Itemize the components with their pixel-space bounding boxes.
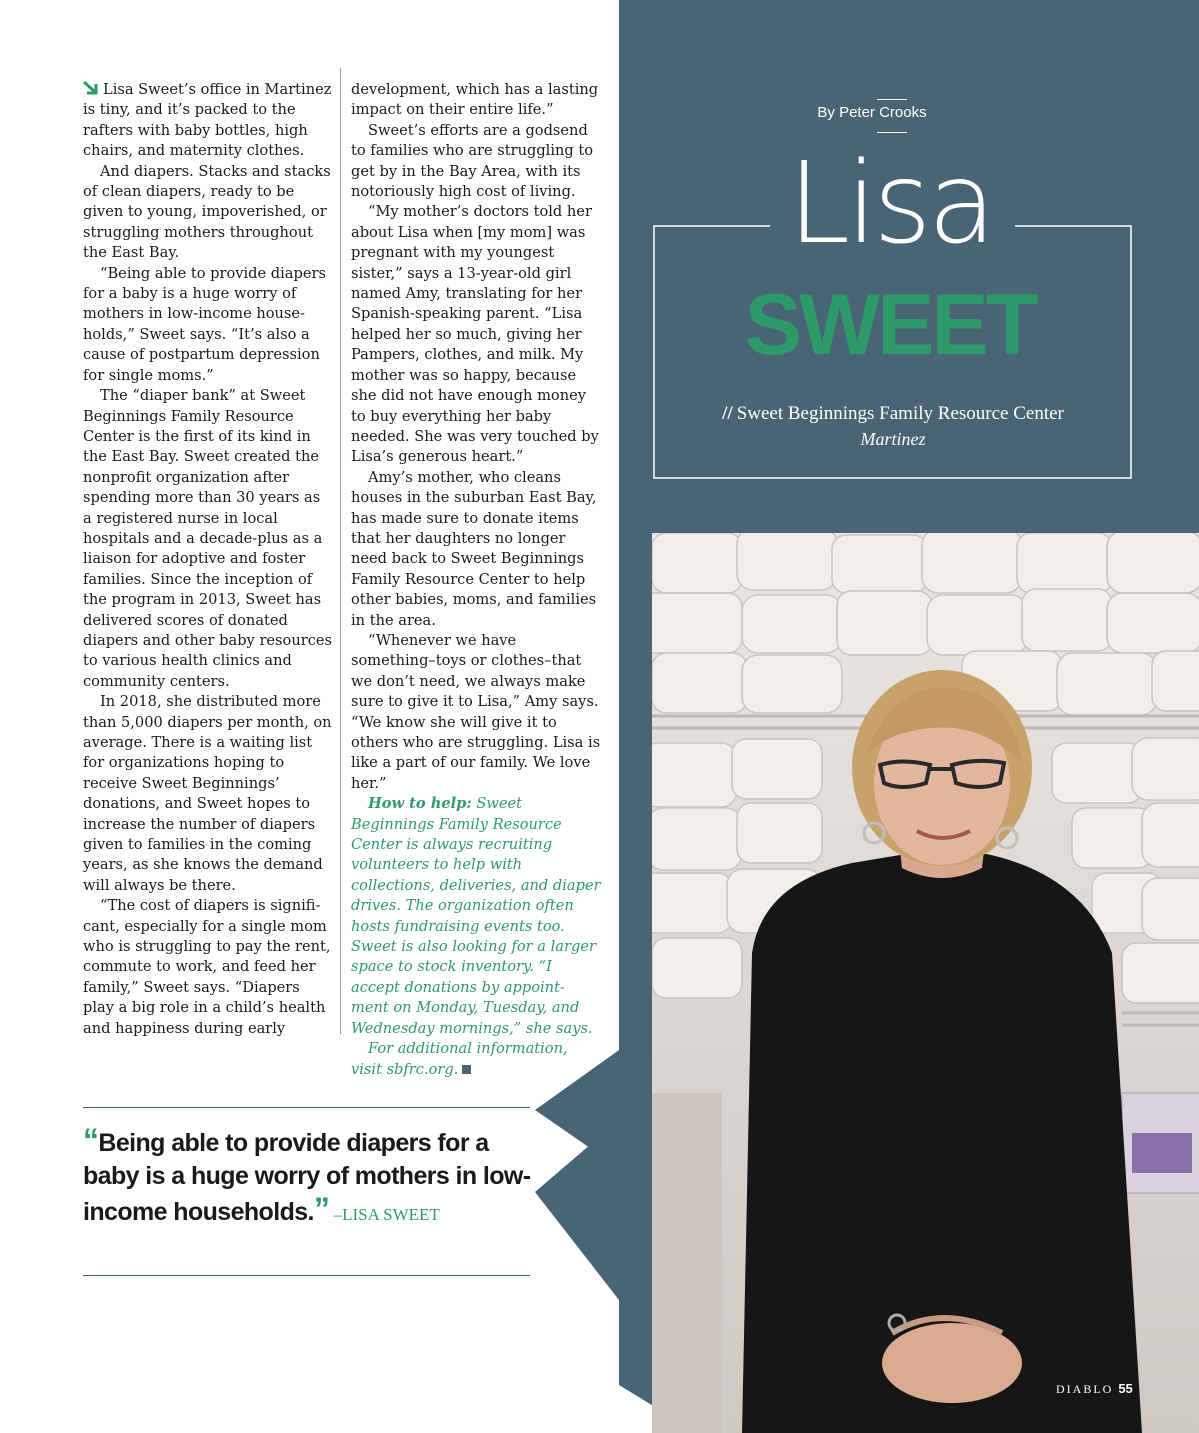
- paragraph: development, which has a lasting impact on their entire life.”: [351, 81, 599, 119]
- pull-quote-attribution: –LISA SWEET: [329, 1205, 440, 1224]
- info-paragraph: [351, 1039, 601, 1080]
- organization-line: [656, 403, 1130, 425]
- page-number: 55: [1118, 1381, 1133, 1396]
- how-to-help-label: How to help:: [368, 795, 472, 813]
- down-right-arrow-icon: [83, 81, 99, 95]
- pull-quote-rule-bottom: [83, 1275, 530, 1276]
- organization-name: Sweet Beginnings Family Resource Center: [736, 403, 1064, 424]
- portrait-illustration: [652, 533, 1199, 1433]
- close-quote-mark: ”: [313, 1191, 330, 1227]
- paragraph: The “diaper bank” at Sweet Beginnings Family Resource Center is the first of its kind in the East Bay. Sweet created the nonprofit organization after spending more than 30 years as a registered nurse in local hospitals and a decade-plus as a liaison for adoptive and foster families. Since the inception of the program in 2013, Sweet has delivered scores of donated diapers and other baby resources to various health clinics and community centers.: [83, 387, 333, 690]
- byline-rule-bottom: [877, 132, 907, 133]
- column-rule: [340, 68, 341, 1034]
- title-first-name: Lisa: [787, 139, 993, 269]
- info-text: For additional information, visit sbfrc.org.: [351, 1040, 568, 1078]
- how-to-help-paragraph: [351, 794, 601, 1039]
- paragraph-text: Lisa Sweet’s office in Martinez is tiny, and it’s packed to the rafters with baby bottles, high chairs, and maternity clothes.: [83, 81, 332, 160]
- magazine-name: DIABLO: [1056, 1382, 1114, 1396]
- paragraph: And diapers. Stacks and stacks of clean diapers, ready to be given to young, impoverished, or struggling mothers throughout the East Bay.: [83, 162, 331, 262]
- paragraph: In 2018, she distributed more than 5,000 diapers per month, on average. There is a waiting list for organizations hoping to receive Sweet Beginnings’ donations, and Sweet hopes to increase the number of diapers given to families in the coming years, as she knows the demand will always be there.: [83, 693, 332, 894]
- portrait-photo: [652, 533, 1199, 1433]
- paragraph: “Whenever we have something–toys or clothes–that we don’t need, we always make sure to give it to Lisa,” Amy says. “We know she will give it to others who are struggling. Lisa is like a part of our family. We love her.”: [351, 631, 601, 792]
- paragraph: Sweet’s efforts are a godsend to families who are struggling to get by in the Bay Area, with its notoriously high cost of living.: [351, 121, 594, 201]
- paragraph: Amy’s mother, who cleans houses in the suburban East Bay, has made sure to donate items that her daughters no longer need back to Sweet Beginnings Family Resource Center to help other babies, moms, and families in the area.: [351, 468, 597, 629]
- pull-quote-rule-top: [83, 1107, 530, 1108]
- paragraph: “Being able to provide diapers for a baby is a huge worry of mothers in low-income house-holds,” Sweet says. “It’s also a cause of postpartum depression for single moms.”: [83, 264, 326, 384]
- paragraph: “The cost of diapers is signifi-cant, especially for a single mom who is struggling to pay the rent, commute to work, and feed her family,” Sweet says. “Diapers play a big role in a child’s health and happiness during early: [83, 897, 331, 1037]
- right-column: [351, 80, 601, 1080]
- pull-quote: [83, 1124, 533, 1231]
- title-last-name: SWEET: [744, 277, 1036, 373]
- org-prefix: //: [722, 403, 733, 424]
- byline-rule-top: [877, 99, 907, 100]
- panel-arrow-notch: [535, 1120, 619, 1300]
- pull-quote-text: Being able to provide diapers for a baby is a huge worry of mothers in low-income households.: [83, 1129, 531, 1226]
- paragraph: “My mother’s doctors told her about Lisa when [my mom] was pregnant with my youngest sister,” says a 13-year-old girl named Amy, translating for her Spanish-speaking parent. “Lisa helped her so much, giving her Pampers, clothes, and milk. My mother was so happy, because she did not have enough money to buy everything her baby needed. She was very touched by Lisa’s generous heart.”: [351, 203, 599, 466]
- paragraph: [83, 80, 333, 162]
- open-quote-mark: “: [83, 1122, 99, 1158]
- city-name: Martinez: [860, 429, 926, 449]
- left-column: [83, 80, 333, 1039]
- byline: By Peter Crooks: [817, 104, 927, 121]
- end-mark-icon: [462, 1065, 471, 1074]
- folio: [1056, 1381, 1133, 1397]
- how-to-help-text: Sweet Beginnings Family Resource Center is always recruiting volunteers to help with collections, deliveries, and diaper drives. The organization often hosts fundraising events too. Sweet is also looking for a larger space to stock inventory. “I accept donations by appoint-ment on Monday, Tuesday, and Wednesday mornings,” she says.: [351, 795, 601, 1037]
